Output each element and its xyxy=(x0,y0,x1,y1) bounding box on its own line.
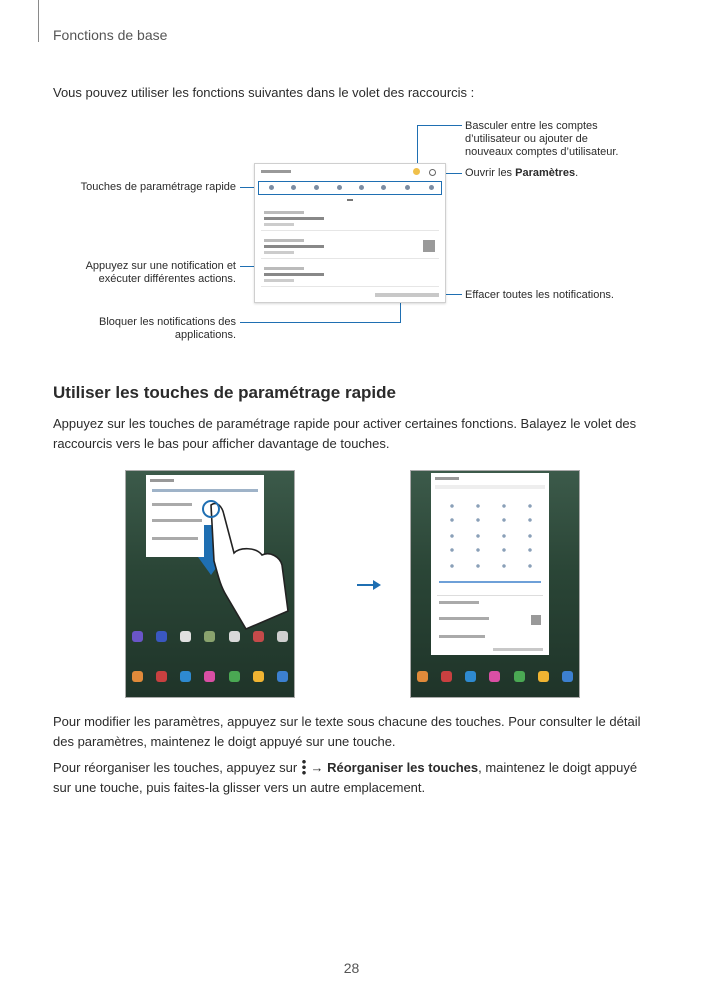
callout-block-2: applications. xyxy=(174,329,236,341)
rotate-icon[interactable] xyxy=(337,185,342,190)
leader-user-v xyxy=(417,125,418,168)
dock-row xyxy=(132,671,288,685)
user-icon[interactable] xyxy=(413,168,420,175)
tablet-screenshot-before xyxy=(125,470,295,698)
callout-user-2: d’utilisateur ou ajouter de xyxy=(465,133,588,145)
screen-icon[interactable] xyxy=(405,185,410,190)
paragraph-3: Pour réorganiser les touches, appuyez sur → Réorganiser les touches, maintenez le doigt appuyé sur une touche, puis faites-la glisser vers un autre emplacement. xyxy=(53,760,638,795)
leader-quick-settings xyxy=(240,187,254,188)
bluetooth-icon[interactable] xyxy=(314,185,319,190)
notification-item[interactable] xyxy=(261,208,439,231)
paragraph-1: Appuyez sur les touches de paramétrage rapide pour activer certaines fonctions. Balayez le volet des raccourcis vers le bas pour afficher davantage de touches. xyxy=(53,416,637,451)
callout-notification-2: exécuter différentes actions. xyxy=(98,273,236,285)
dock-row xyxy=(417,671,573,685)
notification-item[interactable] xyxy=(261,236,439,259)
tablet-screenshot-after xyxy=(410,470,580,698)
battery-icon[interactable] xyxy=(381,185,386,190)
callout-settings: Ouvrir les Paramètres. xyxy=(465,167,579,179)
intro-text: Vous pouvez utiliser les fonctions suivantes dans le volet des raccourcis : xyxy=(53,85,475,100)
callout-quick-settings: Touches de paramétrage rapide xyxy=(80,181,236,193)
sound-icon[interactable] xyxy=(291,185,296,190)
wifi-icon[interactable] xyxy=(269,185,274,190)
header-rule xyxy=(38,0,39,42)
callout-user-1: Basculer entre les comptes xyxy=(465,120,598,132)
airplane-icon[interactable] xyxy=(359,185,364,190)
panel-topbar xyxy=(255,164,445,180)
callout-user-3: nouveaux comptes d’utilisateur. xyxy=(465,146,619,158)
paragraph-2: Pour modifier les paramètres, appuyez sur le texte sous chacune des touches. Pour consulter le détail des paramètres, maintenez le doigt appuyé sur une touche. xyxy=(53,714,641,749)
expanded-panel xyxy=(431,473,549,655)
app-row xyxy=(132,631,288,645)
callout-block-1: Bloquer les notifications des xyxy=(99,316,236,328)
section-title: Utiliser les touches de paramétrage rapide xyxy=(53,383,396,402)
leader-user-h xyxy=(417,125,462,126)
callout-clear: Effacer toutes les notifications. xyxy=(465,289,614,301)
quick-settings-row[interactable] xyxy=(258,181,442,195)
page-number: 28 xyxy=(343,960,360,976)
callout-notification-1: Appuyez sur une notification et xyxy=(85,260,236,272)
leader-block-h xyxy=(240,322,400,323)
notification-item[interactable] xyxy=(261,264,439,287)
clear-all-button[interactable] xyxy=(375,293,439,297)
leader-clear xyxy=(444,294,462,295)
finger-swipe-icon xyxy=(196,491,295,631)
location-icon[interactable] xyxy=(429,185,434,190)
gear-icon[interactable] xyxy=(429,169,436,176)
notification-panel-illustration xyxy=(254,163,446,303)
section-header: Fonctions de base xyxy=(53,27,168,43)
